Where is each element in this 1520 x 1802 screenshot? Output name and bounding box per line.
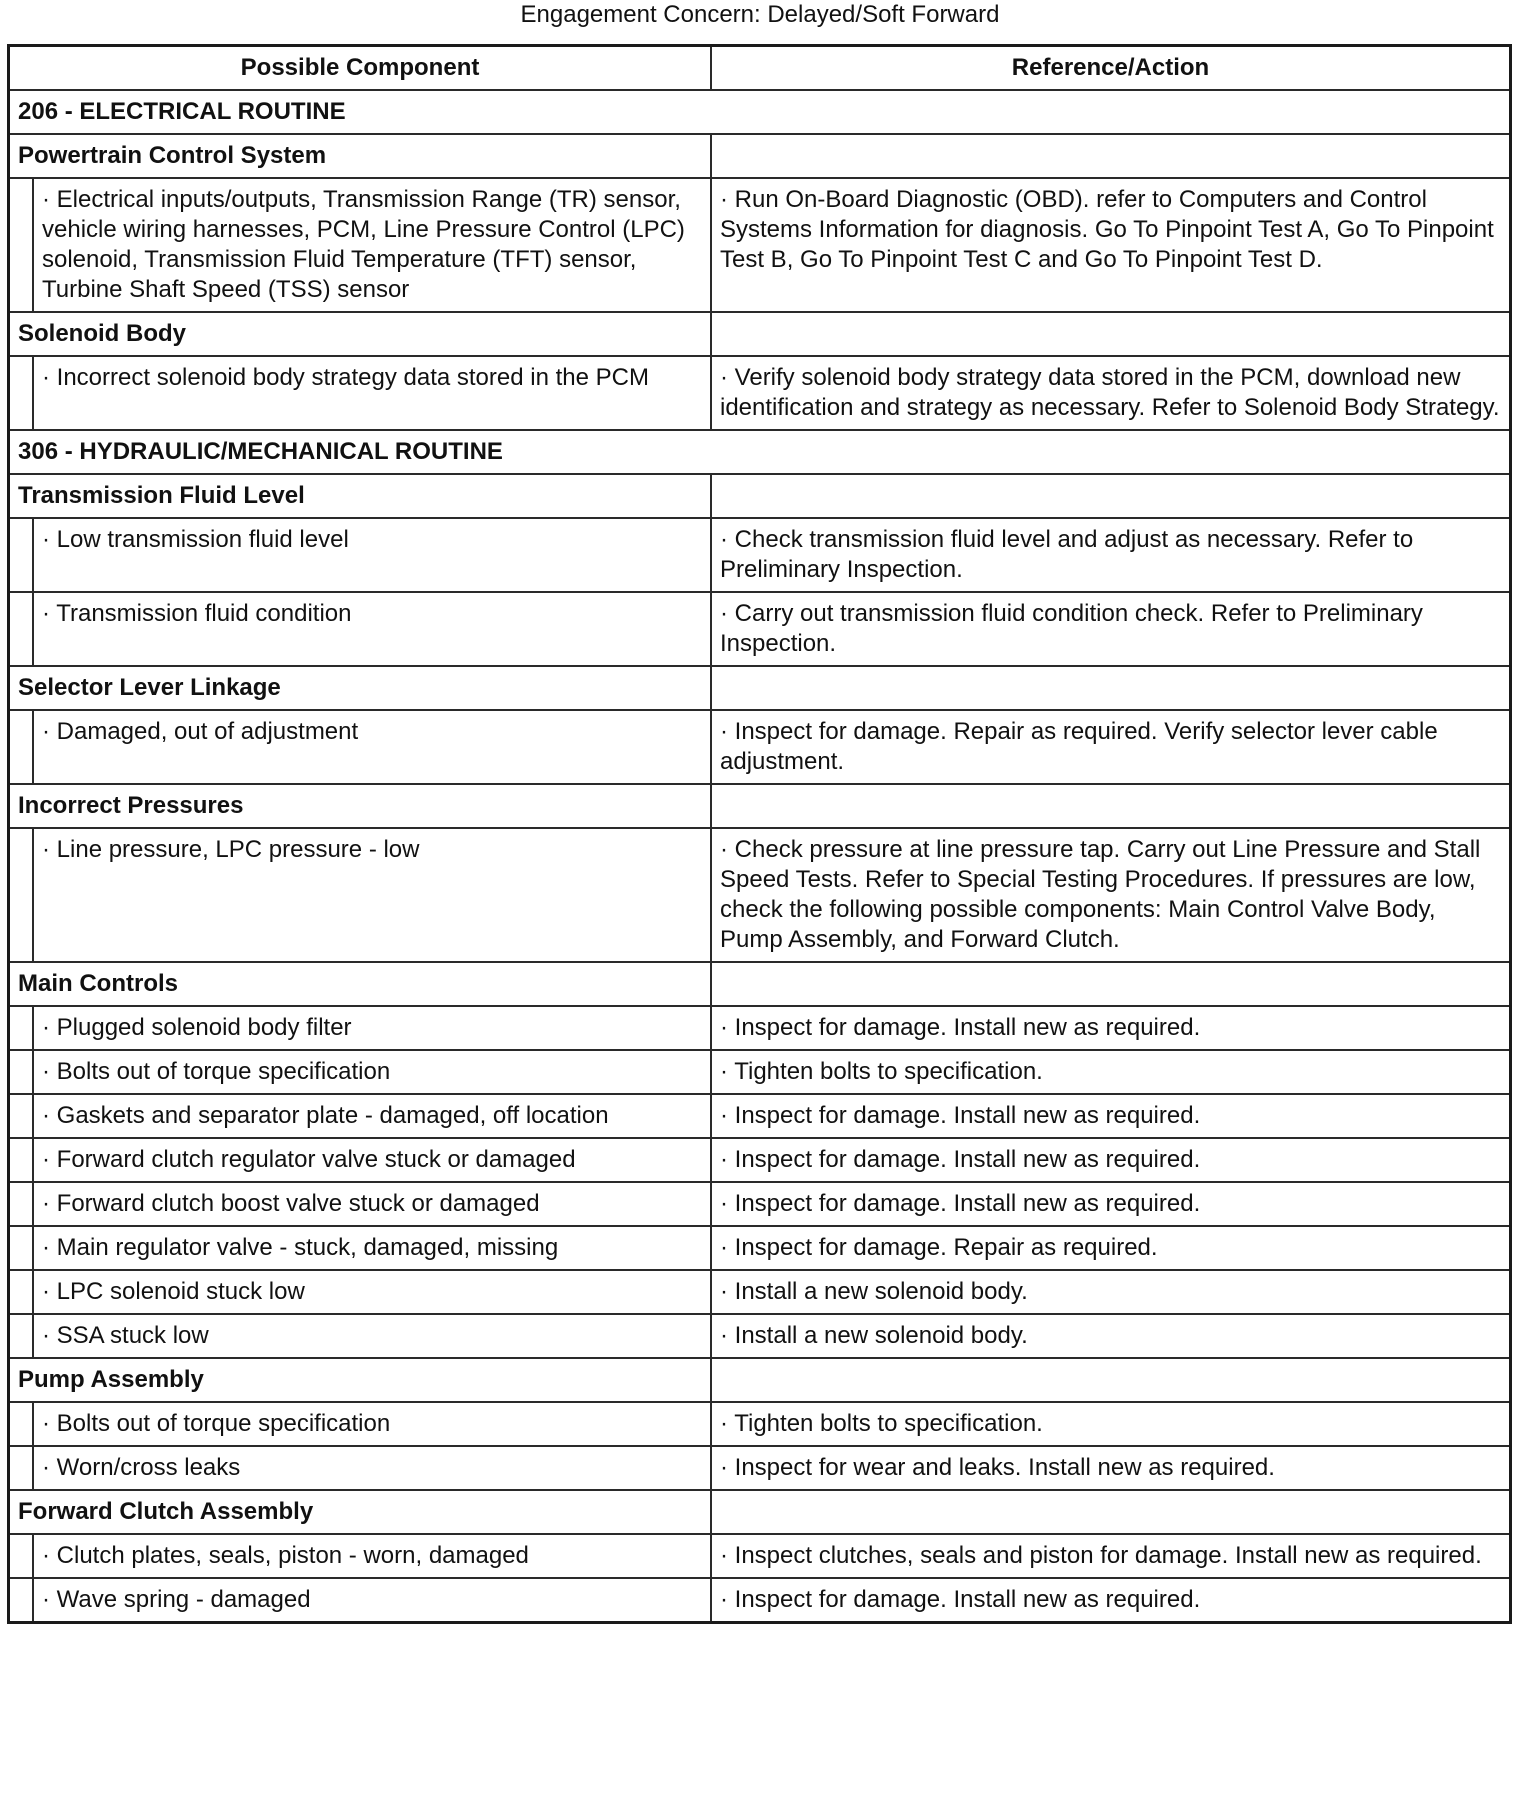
component-cell <box>10 1403 712 1445</box>
table-row <box>10 1313 1509 1357</box>
indent-spacer <box>10 357 34 429</box>
group-action-empty <box>712 785 1509 827</box>
component-text: · Forward clutch boost valve stuck or damaged <box>42 1190 540 1217</box>
component-cell <box>10 1095 712 1137</box>
action-text: · Inspect clutches, seals and piston for damage. Install new as required. <box>720 1542 1482 1569</box>
group-action-empty <box>712 667 1509 709</box>
component-text: · Bolts out of torque specification <box>42 1058 391 1085</box>
column-header-component: Possible Component <box>10 47 712 89</box>
group-heading: Main Controls <box>10 963 712 1005</box>
action-text: · Install a new solenoid body. <box>720 1322 1028 1349</box>
component-cell <box>10 1051 712 1093</box>
group-row <box>10 311 1509 355</box>
action-text: · Inspect for damage. Install new as required. <box>720 1014 1201 1041</box>
component-text: · SSA stuck low <box>42 1322 209 1349</box>
component-text: · Clutch plates, seals, piston - worn, damaged <box>42 1542 529 1569</box>
component-cell <box>10 593 712 665</box>
action-text: · Inspect for damage. Install new as required. <box>720 1190 1201 1217</box>
indent-spacer <box>10 519 34 591</box>
group-action-empty <box>712 1491 1509 1533</box>
component-cell <box>10 1007 712 1049</box>
action-text: · Inspect for damage. Repair as required. <box>720 1234 1158 1261</box>
action-text: · Inspect for wear and leaks. Install new as required. <box>720 1454 1275 1481</box>
action-text: · Verify solenoid body strategy data stored in the PCM, download new identification and strategy as necessary. Refer to Solenoid Body Strategy. <box>720 364 1500 421</box>
component-cell <box>10 1315 712 1357</box>
indent-spacer <box>10 711 34 783</box>
component-text: · Gaskets and separator plate - damaged, off location <box>42 1102 609 1129</box>
group-action-empty <box>712 1359 1509 1401</box>
component-cell <box>10 1139 712 1181</box>
indent-spacer <box>10 1095 34 1137</box>
component-text: · Transmission fluid condition <box>42 600 352 627</box>
component-cell <box>10 519 712 591</box>
table-row <box>10 517 1509 591</box>
component-text: · Line pressure, LPC pressure - low <box>42 836 420 863</box>
table-row <box>10 827 1509 961</box>
action-text: · Tighten bolts to specification. <box>720 1058 1043 1085</box>
table-row <box>10 1049 1509 1093</box>
component-cell <box>10 1447 712 1489</box>
indent-spacer <box>10 829 34 961</box>
table-row <box>10 1269 1509 1313</box>
section-heading: 206 - ELECTRICAL ROUTINE <box>18 98 346 125</box>
action-text: · Carry out transmission fluid condition check. Refer to Preliminary Inspection. <box>720 600 1423 657</box>
group-action-empty <box>712 135 1509 177</box>
component-cell <box>10 1271 712 1313</box>
component-cell <box>10 1183 712 1225</box>
table-header-row <box>10 47 1509 89</box>
indent-spacer <box>10 1447 34 1489</box>
table-row <box>10 591 1509 665</box>
group-heading: Pump Assembly <box>10 1359 712 1401</box>
indent-spacer <box>10 1271 34 1313</box>
group-action-empty <box>712 313 1509 355</box>
section-row <box>10 89 1509 133</box>
component-cell <box>10 1535 712 1577</box>
action-text: · Inspect for damage. Install new as required. <box>720 1102 1201 1129</box>
indent-spacer <box>10 1139 34 1181</box>
group-heading: Selector Lever Linkage <box>10 667 712 709</box>
action-text: · Inspect for damage. Repair as required. Verify selector lever cable adjustment. <box>720 718 1438 775</box>
action-text: · Inspect for damage. Install new as required. <box>720 1586 1201 1613</box>
component-cell <box>10 179 712 311</box>
action-text: · Run On-Board Diagnostic (OBD). refer to Computers and Control Systems Information for diagnosis. Go To Pinpoint Test A, Go To Pinpoint Test B, Go To Pinpoint Test C and Go To Pinpoint Test D. <box>720 186 1494 273</box>
component-text: · Bolts out of torque specification <box>42 1410 391 1437</box>
group-action-empty <box>712 475 1509 517</box>
table-row <box>10 1093 1509 1137</box>
group-row <box>10 961 1509 1005</box>
group-heading: Forward Clutch Assembly <box>10 1491 712 1533</box>
indent-spacer <box>10 1315 34 1357</box>
component-text: · Wave spring - damaged <box>42 1586 311 1613</box>
table-row <box>10 1445 1509 1489</box>
component-text: · Plugged solenoid body filter <box>42 1014 352 1041</box>
group-row <box>10 1489 1509 1533</box>
group-row <box>10 1357 1509 1401</box>
group-action-empty <box>712 963 1509 1005</box>
table-row <box>10 709 1509 783</box>
group-heading: Incorrect Pressures <box>10 785 712 827</box>
action-text: · Install a new solenoid body. <box>720 1278 1028 1305</box>
component-text: · Damaged, out of adjustment <box>42 718 359 745</box>
indent-spacer <box>10 179 34 311</box>
component-text: · Low transmission fluid level <box>42 526 349 553</box>
group-row <box>10 783 1509 827</box>
component-cell <box>10 1227 712 1269</box>
page-title: Engagement Concern: Delayed/Soft Forward <box>520 1 1000 28</box>
table-row <box>10 1533 1509 1577</box>
component-text: · Main regulator valve - stuck, damaged, missing <box>42 1234 559 1261</box>
indent-spacer <box>10 1007 34 1049</box>
component-cell <box>10 357 712 429</box>
table-row <box>10 355 1509 429</box>
indent-spacer <box>10 593 34 665</box>
indent-spacer <box>10 1183 34 1225</box>
group-row <box>10 473 1509 517</box>
table-row <box>10 1577 1509 1621</box>
component-text: · Incorrect solenoid body strategy data stored in the PCM <box>42 364 649 391</box>
component-cell <box>10 1579 712 1621</box>
group-heading: Solenoid Body <box>10 313 712 355</box>
action-text: · Check pressure at line pressure tap. Carry out Line Pressure and Stall Speed Tests. Refer to Special Testing Procedures. If pressures are low, check the following possible components: Main Control Valve Body, Pump Assembly, and Forward Clutch. <box>720 836 1481 953</box>
action-text: · Check transmission fluid level and adjust as necessary. Refer to Preliminary Inspection. <box>720 526 1414 583</box>
group-row <box>10 665 1509 709</box>
component-cell <box>10 829 712 961</box>
column-header-action: Reference/Action <box>1011 54 1210 81</box>
action-text: · Inspect for damage. Install new as required. <box>720 1146 1201 1173</box>
table-row <box>10 1181 1509 1225</box>
diagnosis-table <box>7 44 1512 1624</box>
table-row <box>10 177 1509 311</box>
indent-spacer <box>10 1579 34 1621</box>
component-text: · Electrical inputs/outputs, Transmission Range (TR) sensor, vehicle wiring harnesses, PCM, Line Pressure Control (LPC) solenoid, Transmission Fluid Temperature (TFT) sensor, Turbine Shaft Speed (TSS) sensor <box>42 186 685 303</box>
table-row <box>10 1005 1509 1049</box>
indent-spacer <box>10 1403 34 1445</box>
indent-spacer <box>10 1227 34 1269</box>
table-row <box>10 1401 1509 1445</box>
section-row <box>10 429 1509 473</box>
table-row <box>10 1137 1509 1181</box>
component-text: · Worn/cross leaks <box>42 1454 241 1481</box>
indent-spacer <box>10 1051 34 1093</box>
group-heading: Powertrain Control System <box>10 135 712 177</box>
action-text: · Tighten bolts to specification. <box>720 1410 1043 1437</box>
component-cell <box>10 711 712 783</box>
component-text: · Forward clutch regulator valve stuck or damaged <box>42 1146 576 1173</box>
table-row <box>10 1225 1509 1269</box>
component-text: · LPC solenoid stuck low <box>42 1278 305 1305</box>
group-heading: Transmission Fluid Level <box>10 475 712 517</box>
group-row <box>10 133 1509 177</box>
indent-spacer <box>10 1535 34 1577</box>
section-heading: 306 - HYDRAULIC/MECHANICAL ROUTINE <box>18 438 503 465</box>
